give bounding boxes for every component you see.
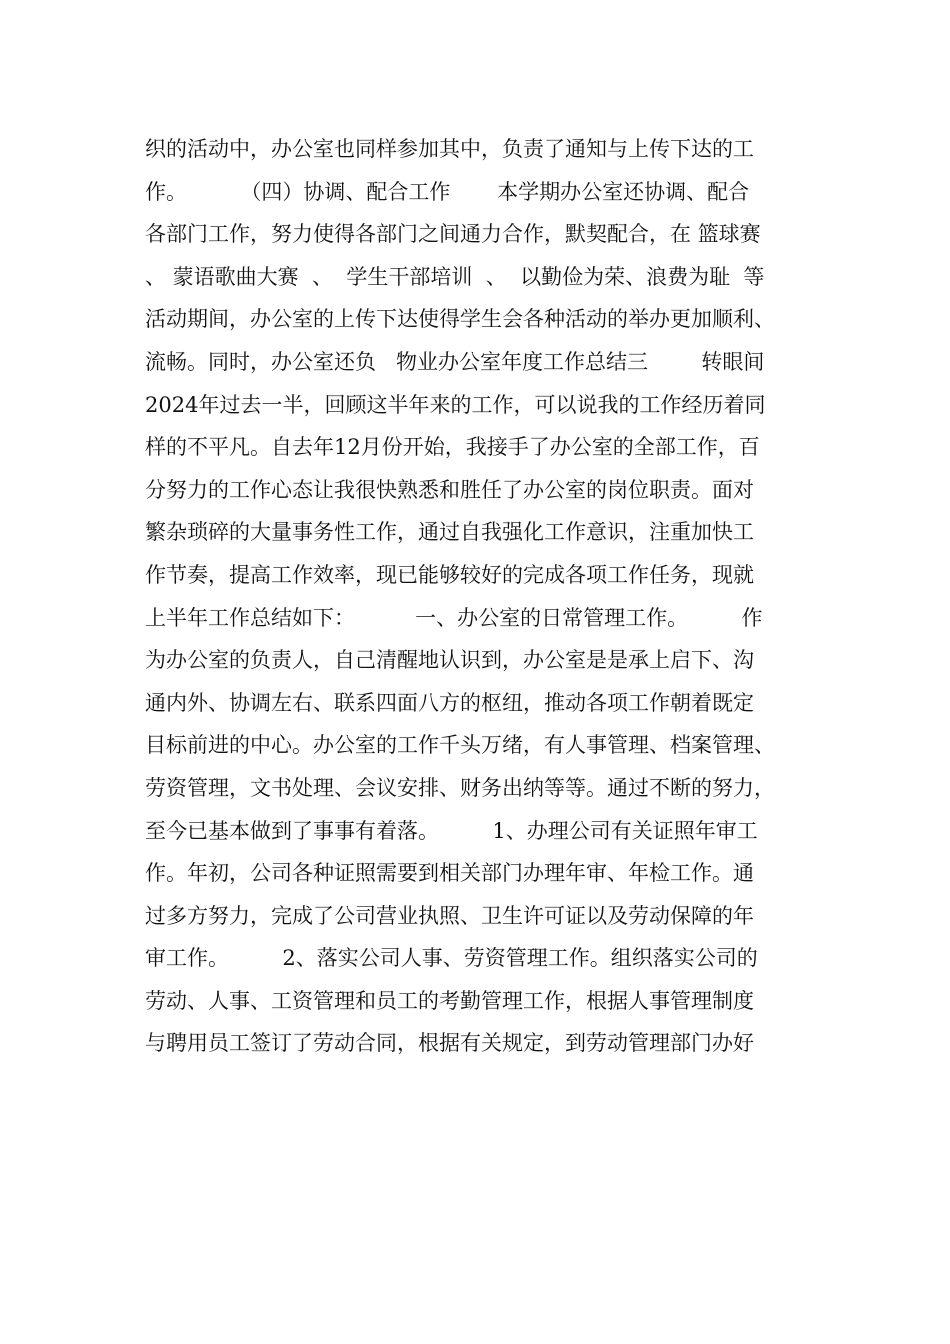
text-line: 作节奏，提高工作效率，现已能够较好的完成各项工作任务，现就 — [145, 562, 754, 587]
text-line: 上半年工作总结如下： 一、办公室的日常管理工作。 作 — [145, 605, 763, 630]
text-line: 目标前进的中心。办公室的工作千头万绪，有人事管理、档案管理、 — [145, 733, 775, 758]
text-line: 至今已基本做到了事事有着落。 1、办理公司有关证照年审工 — [145, 818, 758, 843]
text-line: 样的不平凡。自去年12月份开始，我接手了办公室的全部工作，百 — [145, 435, 760, 460]
text-line: 审工作。 2、落实公司人事、劳资管理工作。组织落实公司的 — [145, 946, 758, 971]
text-line: 过多方努力，完成了公司营业执照、卫生许可证以及劳动保障的年 — [145, 903, 754, 928]
text-line: 流畅。同时，办公室还负 物业办公室年度工作总结三 转眼间 — [145, 349, 765, 374]
body-text — [145, 128, 825, 1065]
text-line: 2024年过去一半，回顾这半年来的工作，可以说我的工作经历着同 — [145, 392, 766, 417]
text-line: 作。 （四）协调、配合工作 本学期办公室还协调、配合 — [145, 179, 750, 204]
text-line: 织的活动中，办公室也同样参加其中，负责了通知与上传下达的工 — [145, 137, 754, 161]
text-line: 各部门工作，努力使得各部门之间通力合作，默契配合，在 篮球赛 — [145, 222, 761, 247]
text-line: 分努力的工作心态让我很快熟悉和胜任了办公室的岗位职责。面对 — [145, 477, 754, 502]
text-line: 作。年初，公司各种证照需要到相关部门办理年审、年检工作。通 — [145, 861, 754, 886]
text-line: 通内外、协调左右、联系四面八方的枢纽，推动各项工作朝着既定 — [145, 690, 754, 715]
text-line: 与聘用员工签订了劳动合同，根据有关规定，到劳动管理部门办好 — [145, 1031, 754, 1056]
text-line: 为办公室的负责人，自己清醒地认识到，办公室是是承上启下、沟 — [145, 648, 754, 673]
text-line: 活动期间，办公室的上传下达使得学生会各种活动的举办更加顺利、 — [145, 307, 775, 332]
text-line: 、 蒙语歌曲大赛 、 学生干部培训 、 以勤俭为荣、浪费为耻 等 — [145, 264, 765, 289]
text-line: 劳动、人事、工资管理和员工的考勤管理工作，根据人事管理制度 — [145, 988, 754, 1013]
text-line: 劳资管理，文书处理、会议安排、财务出纳等等。通过不断的努力， — [145, 775, 775, 800]
text-line: 繁杂琐碎的大量事务性工作，通过自我强化工作意识，注重加快工 — [145, 520, 754, 545]
